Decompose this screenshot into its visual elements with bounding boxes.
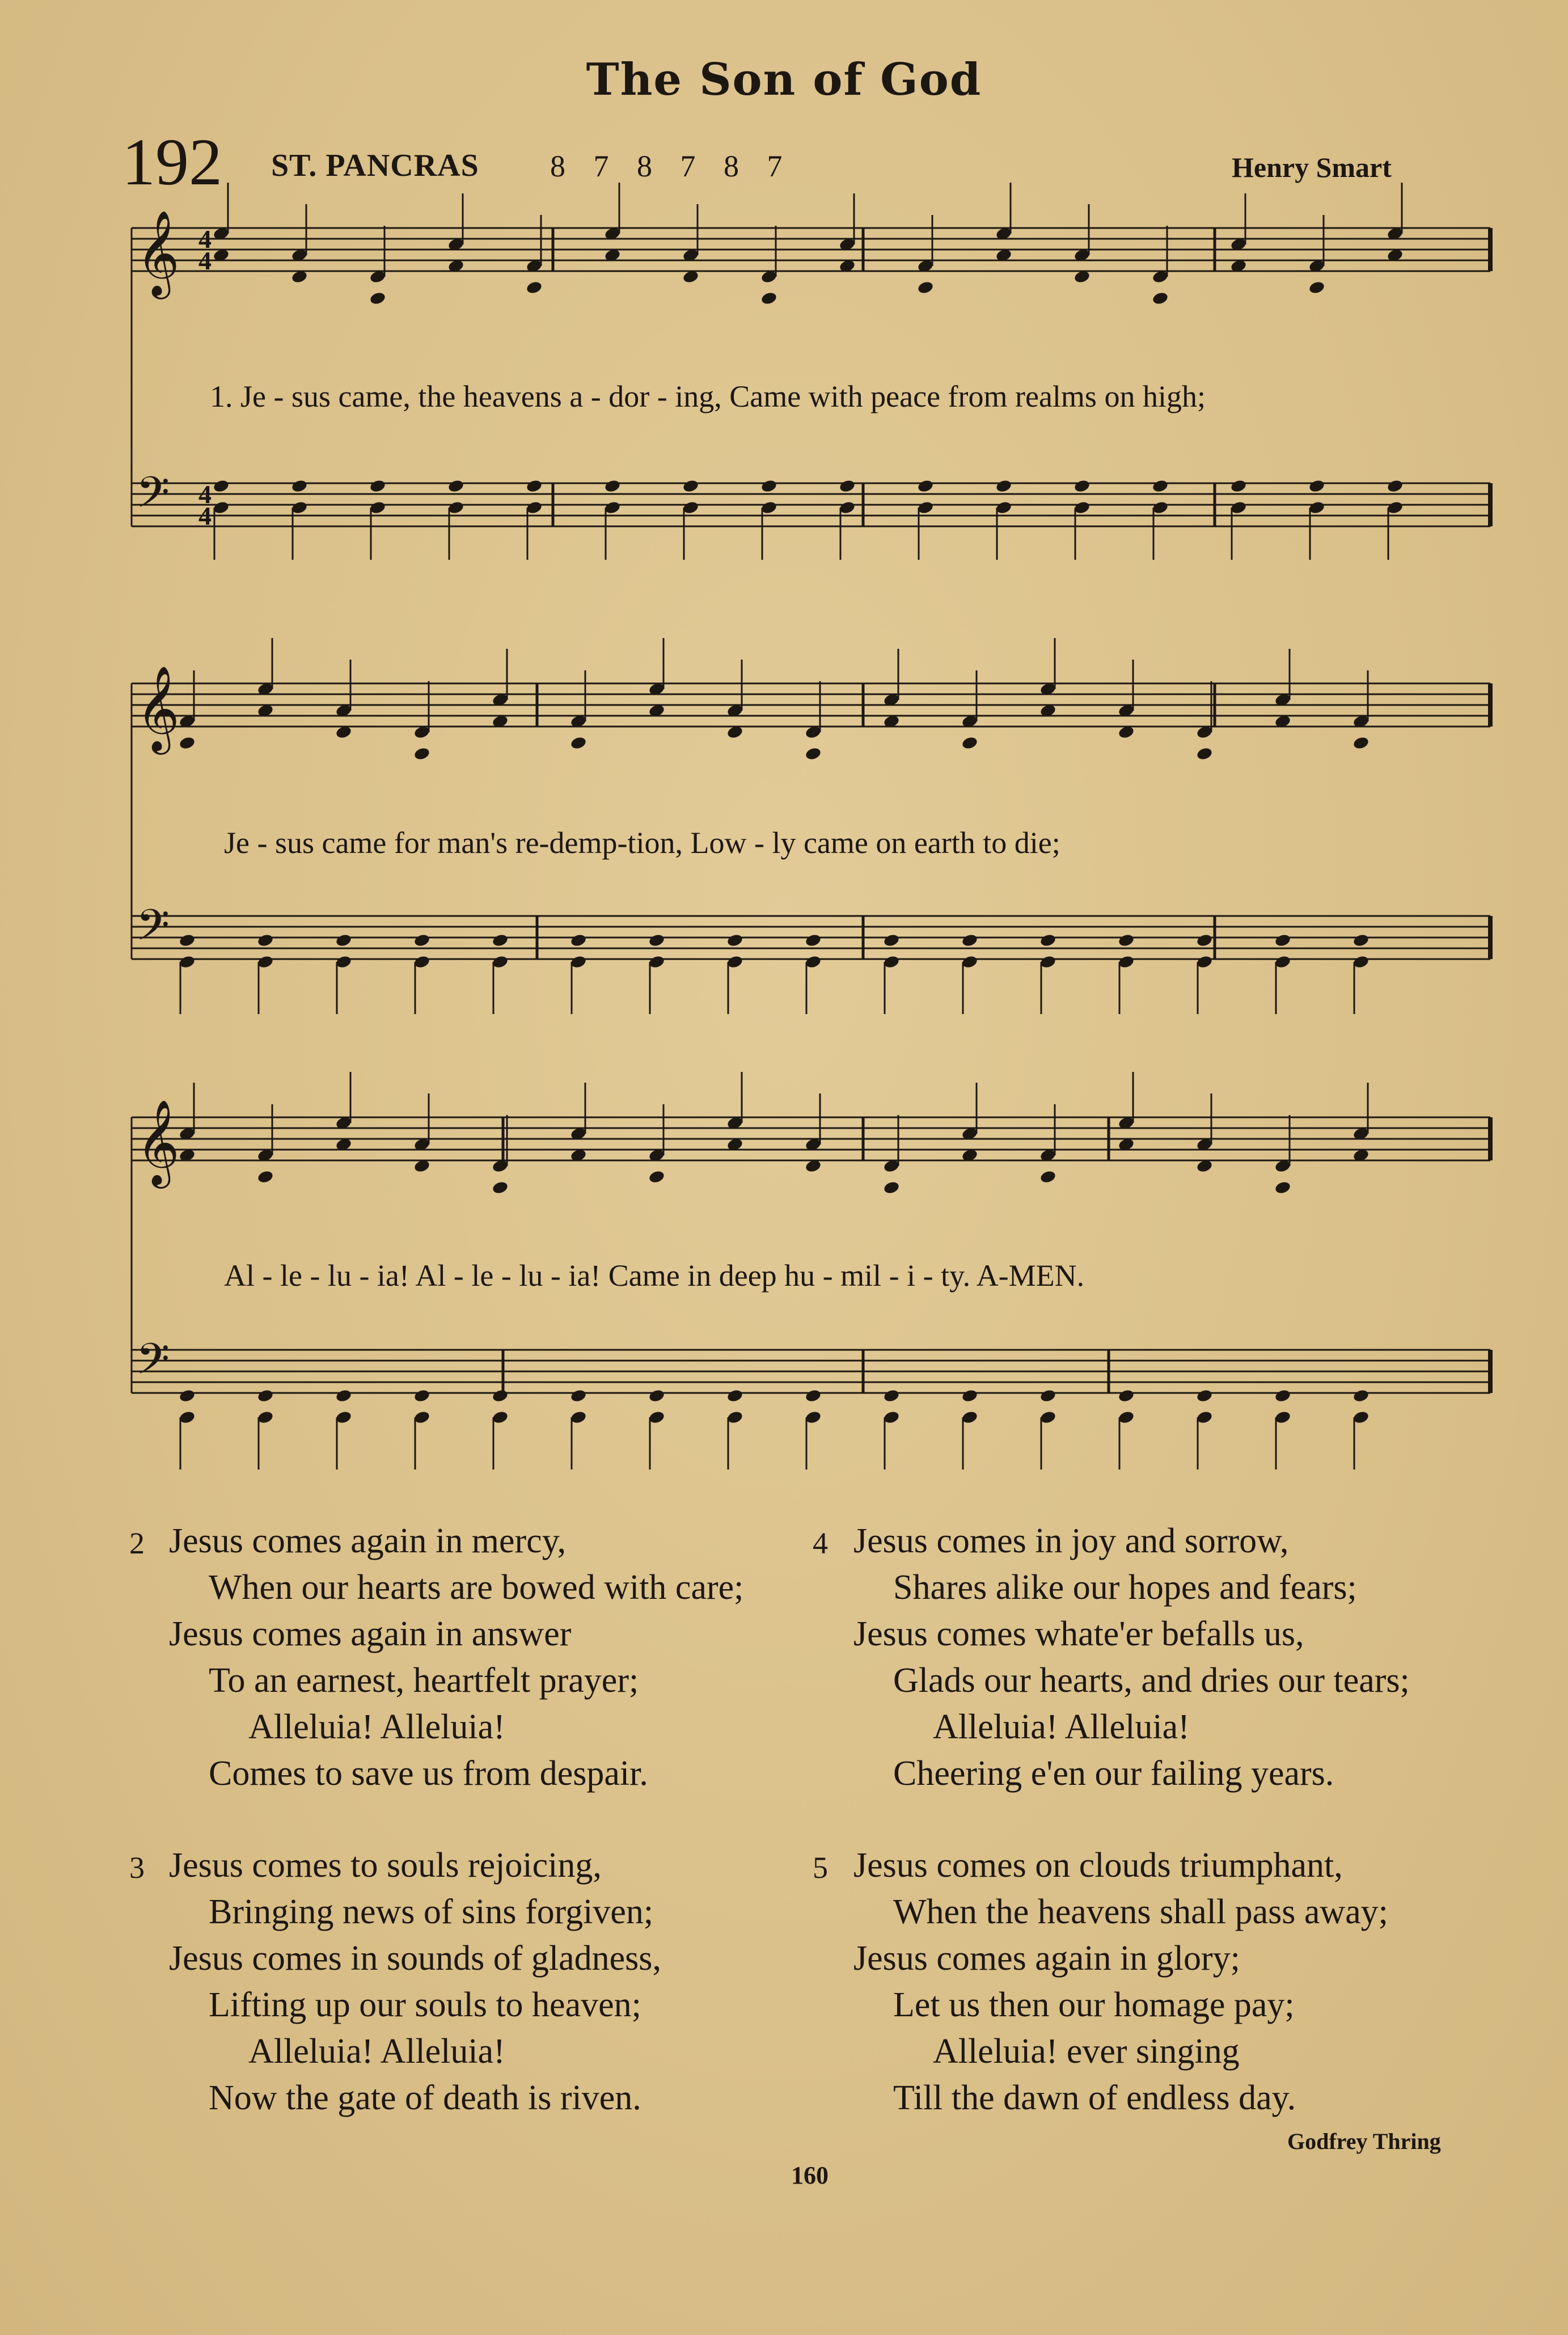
notehead (648, 1388, 666, 1403)
verse-number: 3 (129, 1851, 145, 1885)
notehead (1152, 479, 1169, 493)
notehead (1118, 1388, 1135, 1403)
notehead (570, 736, 588, 750)
notehead (1274, 1180, 1292, 1195)
notehead (257, 933, 274, 948)
notehead (413, 1388, 431, 1403)
verse-line: Till the dawn of endless day. (893, 2079, 1296, 2117)
verse-line: Lifting up our souls to heaven; (209, 1986, 641, 2024)
notehead (179, 736, 196, 750)
notehead (1039, 1388, 1057, 1403)
notehead (682, 479, 700, 493)
notehead (213, 479, 230, 493)
verse-line: Jesus comes whate'er befalls us, (853, 1615, 1304, 1653)
text-author: Godfrey Thring (1287, 2129, 1441, 2154)
notehead (917, 479, 935, 493)
verse-line: Cheering e'en our failing years. (893, 1754, 1334, 1793)
notehead (883, 933, 901, 948)
notehead (1073, 479, 1091, 493)
notehead (883, 1388, 901, 1403)
notehead (492, 1180, 509, 1195)
notehead (291, 479, 308, 493)
notehead (760, 291, 778, 306)
verse-line: When our hearts are bowed with care; (209, 1568, 744, 1607)
notehead (648, 933, 666, 948)
notehead (1308, 479, 1326, 493)
notehead (1196, 933, 1214, 948)
notehead (1353, 1388, 1370, 1403)
verse-line: Let us then our homage pay; (893, 1986, 1295, 2024)
notehead (179, 933, 196, 948)
verse-line: Glads our hearts, and dries our tears; (893, 1661, 1410, 1700)
verse-line: Alleluia! Alleluia! (248, 1708, 505, 1746)
notehead (1274, 933, 1292, 948)
notehead (1387, 479, 1404, 493)
time-signature-numerator: 4 (198, 480, 212, 509)
notehead (526, 479, 543, 493)
notehead (570, 1388, 588, 1403)
notehead (760, 479, 778, 493)
notehead (526, 280, 543, 295)
verse-line: Jesus comes again in answer (169, 1615, 572, 1653)
notehead (369, 479, 387, 493)
time-signature-denominator: 4 (198, 501, 212, 530)
notehead (413, 933, 431, 948)
notehead (1308, 280, 1326, 295)
composer: Henry Smart (1232, 151, 1392, 183)
notehead (805, 746, 822, 761)
notehead (413, 746, 431, 761)
verse-line: Now the gate of death is riven. (209, 2079, 641, 2117)
notehead (492, 933, 509, 948)
lyric-line-3: Al - le - lu - ia! Al - le - lu - ia! Came in deep hu - mil - i - ty. A-MEN. (224, 1259, 1085, 1293)
notehead (1196, 746, 1214, 761)
verse-line: Alleluia! Alleluia! (933, 1708, 1190, 1746)
meter: 8 7 8 7 8 7 (550, 149, 793, 183)
notehead (1039, 1169, 1057, 1184)
verse-number: 2 (129, 1526, 145, 1560)
notehead (1039, 933, 1057, 948)
verse-number: 4 (813, 1526, 828, 1560)
notehead (179, 1388, 196, 1403)
notehead (995, 479, 1013, 493)
verse-4 (853, 1518, 1410, 1797)
notehead (570, 933, 588, 948)
notehead (961, 1388, 979, 1403)
lyric-line-2: Je - sus came for man's re-demp-tion, Low - ly came on earth to die; (224, 826, 1060, 860)
notehead (257, 1388, 274, 1403)
time-signature-numerator: 4 (198, 225, 212, 254)
bass-clef-icon: 𝄢 (136, 900, 170, 961)
verse-line: Bringing news of sins forgiven; (209, 1893, 654, 1931)
verse-line: Comes to save us from despair. (209, 1754, 648, 1793)
notehead (1152, 291, 1169, 306)
notehead (335, 1388, 353, 1403)
verse-line: To an earnest, heartfelt prayer; (209, 1661, 639, 1700)
notehead (1230, 479, 1248, 493)
notehead (883, 1180, 901, 1195)
notehead (492, 1388, 509, 1403)
notehead (648, 1169, 666, 1184)
notehead (1196, 1388, 1214, 1403)
notehead (839, 479, 856, 493)
tune-name: ST. PANCRAS (271, 148, 479, 183)
notehead (604, 479, 622, 493)
section-title: The Son of God (586, 54, 982, 105)
notehead (805, 1388, 822, 1403)
notehead (726, 933, 744, 948)
notehead (1353, 933, 1370, 948)
verse-line: When the heavens shall pass away; (893, 1893, 1388, 1931)
verse-line: Jesus comes on clouds triumphant, (853, 1846, 1343, 1885)
verse-line: Alleluia! ever singing (933, 2032, 1240, 2071)
notehead (1353, 736, 1370, 750)
lyric-line-1: 1. Je - sus came, the heavens a - dor - ing, Came with peace from realms on high; (210, 379, 1206, 413)
notehead (369, 291, 387, 306)
notehead (961, 736, 979, 750)
notehead (257, 1169, 274, 1184)
treble-clef-icon: 𝄞 (136, 1099, 180, 1185)
notehead (961, 933, 979, 948)
verse-2 (169, 1518, 743, 1797)
treble-clef-icon: 𝄞 (136, 209, 180, 295)
verse-3 (169, 1842, 661, 2121)
notehead (335, 933, 353, 948)
verse-line: Jesus comes again in glory; (853, 1939, 1240, 1978)
verse-line: Jesus comes in sounds of gladness, (169, 1939, 661, 1978)
verse-line: Jesus comes to souls rejoicing, (169, 1846, 602, 1885)
notehead (1118, 933, 1135, 948)
notehead (1274, 1388, 1292, 1403)
verse-number: 5 (813, 1851, 828, 1885)
notehead (447, 479, 465, 493)
notehead (917, 280, 935, 295)
bass-clef-icon: 𝄢 (136, 1334, 170, 1395)
verse-5 (853, 1842, 1388, 2121)
notehead (726, 1388, 744, 1403)
notehead (805, 933, 822, 948)
time-signature-denominator: 4 (198, 246, 212, 275)
page-number: 160 (791, 2161, 829, 2189)
verse-line: Shares alike our hopes and fears; (893, 1568, 1357, 1607)
bass-clef-icon: 𝄢 (136, 467, 170, 528)
hymn-number: 192 (122, 125, 222, 199)
treble-clef-icon: 𝄞 (136, 665, 180, 751)
verse-line: Jesus comes again in mercy, (169, 1522, 567, 1560)
verse-line: Alleluia! Alleluia! (248, 2032, 505, 2071)
verse-line: Jesus comes in joy and sorrow, (853, 1522, 1289, 1560)
